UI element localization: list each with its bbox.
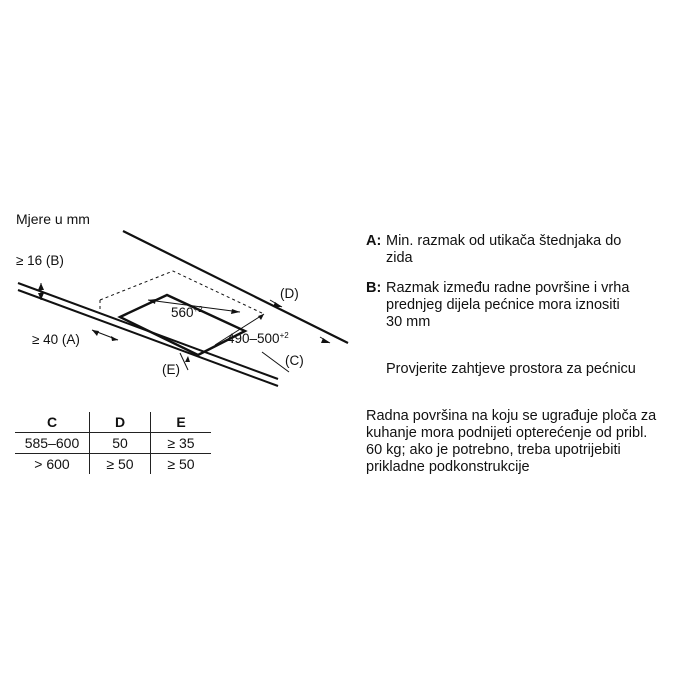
table-header: D xyxy=(90,412,151,433)
table-header: C xyxy=(15,412,90,433)
note-b xyxy=(366,280,686,334)
note-a xyxy=(366,233,686,269)
note-b-line: prednjeg dijela pećnice mora iznositi xyxy=(386,297,620,313)
table-row xyxy=(15,454,211,475)
table-header-row xyxy=(15,412,211,433)
label-depth: $490-500^{+2}$ xyxy=(227,331,289,346)
load-note-line: prikladne podkonstrukcije xyxy=(366,459,530,475)
label-width: $560^{+2}$ xyxy=(171,305,203,320)
load-note xyxy=(366,408,696,476)
table-cell: ≥ 35 xyxy=(151,433,212,454)
units-label: Mjere u mm xyxy=(16,211,90,227)
table-cell: 585–600 xyxy=(15,433,90,454)
note-a-letter: A: xyxy=(366,233,382,249)
table-row xyxy=(15,433,211,454)
label-d: (D) xyxy=(280,286,299,301)
load-note-line: 60 kg; ako je potrebno, treba upotrijebiti xyxy=(366,442,621,458)
note-a-line: zida xyxy=(386,250,413,266)
load-note-line: kuhanje mora podnijeti opterećenje od pribl. xyxy=(366,425,648,441)
note-b-line: 30 mm xyxy=(386,314,431,330)
table-cell: ≥ 50 xyxy=(151,454,212,475)
table-header: E xyxy=(151,412,212,433)
oven-requirements-note: Provjerite zahtjeve prostora za pećnicu xyxy=(386,361,636,377)
table-cell: > 600 xyxy=(34,456,70,472)
clearance-table xyxy=(15,412,211,474)
label-e: (E) xyxy=(162,362,180,377)
label-c: (C) xyxy=(285,353,304,368)
note-b-letter: B: xyxy=(366,280,382,296)
note-b-line: Razmak između radne površine i vrha xyxy=(386,280,630,296)
table-cell: 50 xyxy=(90,433,151,454)
table-cell: ≥ 50 xyxy=(90,454,151,475)
label-a: ≥ 40 (A) xyxy=(32,332,80,347)
load-note-line: Radna površina na koju se ugrađuje ploča za xyxy=(366,408,657,424)
note-a-line: Min. razmak od utikača štednjaka do xyxy=(386,233,622,249)
label-b: ≥ 16 (B) xyxy=(16,253,64,268)
